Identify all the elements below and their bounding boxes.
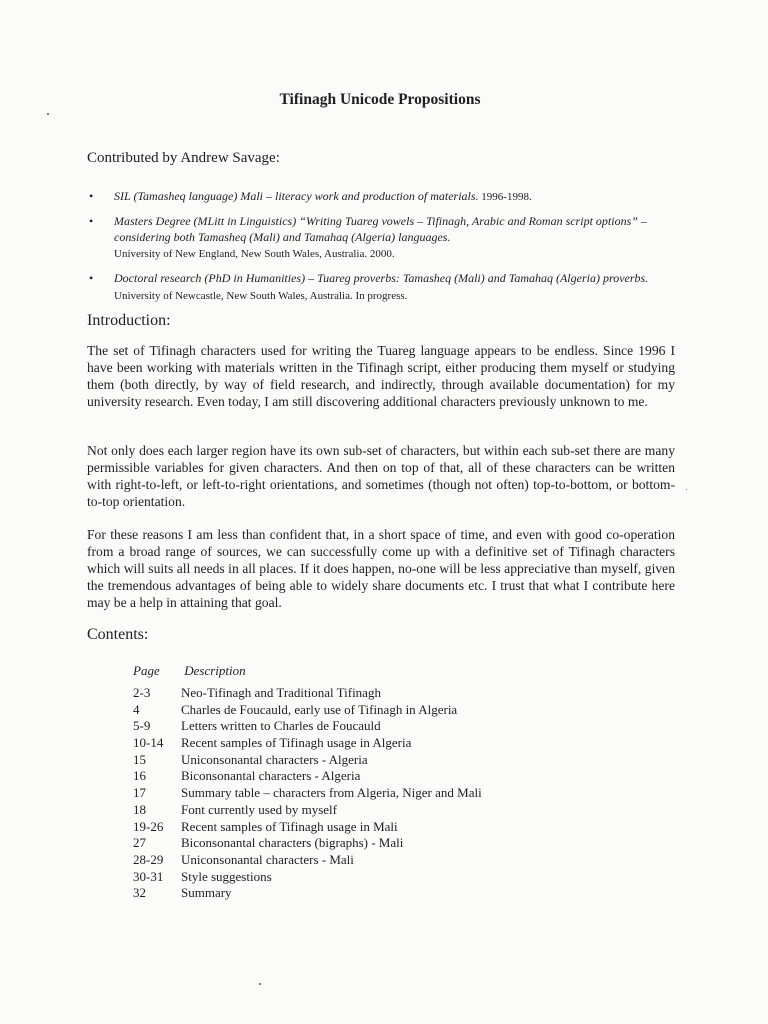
toc-row [133,802,482,819]
toc-row [133,702,482,719]
toc-row [133,685,482,702]
toc-row [133,885,482,902]
bullet-icon: • [89,214,94,228]
toc-description: Summary table – characters from Algeria, Niger and Mali [181,785,482,801]
toc-description: Charles de Foucauld, early use of Tifinagh in Algeria [181,701,458,717]
document-title: Tifinagh Unicode Propositions [279,91,481,108]
toc-row [133,835,482,852]
toc-description: Biconsonantal characters (bigraphs) - Mali [181,835,404,851]
credential-detail: University of Newcastle, New South Wales, Australia. In progress. [114,290,408,302]
toc-description: Recent samples of Tifinagh usage in Mali [181,818,398,834]
toc-description: Neo-Tifinagh and Traditional Tifinagh [181,685,381,700]
credential-detail: University of New England, New South Wales, Australia. 2000. [114,248,395,260]
toc-description: Uniconsonantal characters - Algeria [181,751,368,767]
toc-page: 15 [133,751,146,767]
toc-header-page: Page [133,663,160,678]
intro-paragraph-2: Not only does each larger region have its own sub-set of characters, but within each sub-set there are many permissible variables for given characters. And then on top of that, all of these characters can be written with right-to-left, or left-to-right orientations, and sometimes (though not often) top-to-bottom, or bottom-to-top orientation. [87,443,675,509]
toc-page: 10-14 [133,735,164,751]
credential-detail: 1996-1998. [478,191,532,203]
toc-description: Style suggestions [181,868,272,884]
toc-description: Font currently used by myself [181,801,337,817]
toc-page: 5-9 [133,718,151,734]
toc-page: 18 [133,801,146,817]
intro-paragraph-3: For these reasons I am less than confident that, in a short space of time, and even with good co-operation from a broad range of sources, we can successfully come up with a definitive set of Tifinagh characters which will suits all needs in all places. If it does happen, no-one will be less appreciative than myself, given the tremendous advantages of being able to widely share documents etc. I trust that what I contribute here may be a help in attaining that goal. [87,527,675,610]
toc-header [133,663,482,685]
credential-item [87,270,687,304]
intro-paragraph-1: The set of Tifinagh characters used for writing the Tuareg language appears to be endless. Since 1996 I have been working with materials written in the Tifinagh script, either producing them myself or studying them (both directly, by way of field research, and indirectly, through available documentation) for my university research. Even today, I am still discovering additional characters previously unknown to me. [87,343,675,409]
toc-page: 19-26 [133,818,164,834]
toc-row [133,752,482,769]
credentials-list [87,188,687,312]
toc-page: 30-31 [133,868,164,884]
toc-row [133,785,482,802]
credential-item [87,188,687,205]
toc-page: 4 [133,701,140,717]
toc-page: 2-3 [133,685,151,700]
introduction-heading: Introduction: [87,312,171,329]
scan-speck [47,113,49,115]
toc-description: Uniconsonantal characters - Mali [181,851,354,867]
toc-page: 32 [133,885,146,901]
toc-row [133,768,482,785]
toc-description: Letters written to Charles de Foucauld [181,718,381,734]
toc-row [133,819,482,836]
toc-row [133,735,482,752]
contents-heading: Contents: [87,626,149,643]
bullet-icon: • [89,189,94,203]
toc-description: Recent samples of Tifinagh usage in Algeria [181,735,412,751]
credential-role: Masters Degree (MLitt in Linguistics) “Writing Tuareg vowels – Tifinagh, Arabic and Roman script options” – considering both Tamasheq (Mali) and Tamahaq (Algeria) languages. [114,214,647,244]
scan-speck [259,983,261,985]
credential-role: SIL (Tamasheq language) Mali – literacy work and production of materials. [114,189,479,203]
toc-page: 17 [133,785,146,801]
table-of-contents [133,663,482,902]
credential-role: Doctoral research (PhD in Humanities) – Tuareg proverbs: Tamasheq (Mali) and Tamahaq (Algeria) proverbs. [114,271,649,285]
contributor-line: Contributed by Andrew Savage: [87,150,280,166]
toc-description: Biconsonantal characters - Algeria [181,768,361,784]
toc-header-description: Description [184,663,246,678]
bullet-icon: • [89,271,94,285]
toc-row [133,869,482,886]
scan-speck [686,489,687,490]
toc-page: 16 [133,768,146,784]
toc-row [133,718,482,735]
credential-item [87,213,687,262]
toc-description: Summary [181,885,232,901]
toc-page: 27 [133,835,146,851]
toc-page: 28-29 [133,851,164,867]
toc-row [133,852,482,869]
